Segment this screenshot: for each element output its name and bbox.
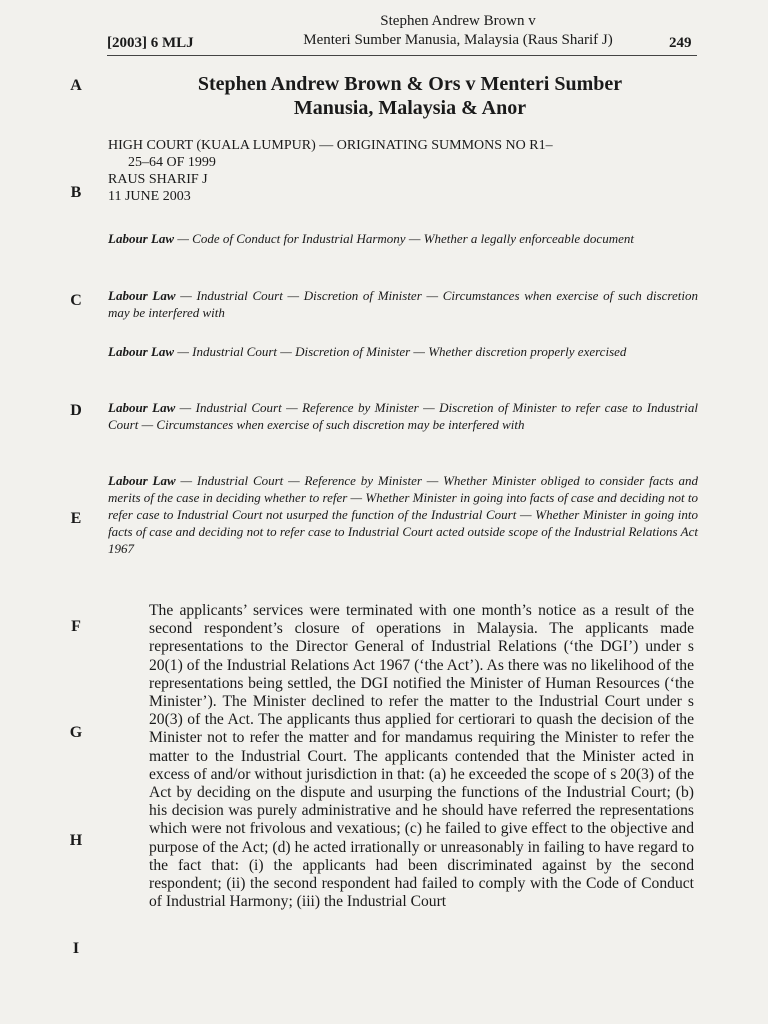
judge: RAUS SHARIF J <box>108 172 208 187</box>
margin-letter-h: H <box>69 832 83 849</box>
catchword <box>108 399 698 433</box>
case-title-line-2: Manusia, Malaysia & Anor <box>293 97 527 119</box>
decision-date: 11 JUNE 2003 <box>108 189 191 204</box>
catchword-text: — Code of Conduct for Industrial Harmony — Whether a legally enforceable document <box>174 231 634 246</box>
catchword <box>108 230 698 247</box>
catchword-text: — Industrial Court — Discretion of Minister — Whether discretion properly exercised <box>174 344 627 359</box>
catchword-text: — Industrial Court — Reference by Minister — Whether Minister obliged to consider facts and merits of the case in deciding whether to refer — Whether Minister in going into facts of case and deciding not to refer case to Industrial Court not usurped the function of the Industrial Court — Whether Minister in going into facts of case and deciding not to refer case to Industrial Court acted outside scope of the Industrial Relations Act 1967 <box>108 473 698 556</box>
catchword-text: — Industrial Court — Discretion of Minister — Circumstances when exercise of such discretion may be interfered with <box>108 288 698 320</box>
catchword-subject: Labour Law <box>108 288 176 303</box>
header-rule <box>107 55 697 56</box>
case-title <box>130 72 690 120</box>
catchword <box>108 472 698 557</box>
margin-letter-a: A <box>70 77 82 94</box>
margin-letter-b: B <box>70 184 82 201</box>
margin-letter-g: G <box>69 724 83 741</box>
page-number: 249 <box>669 35 692 51</box>
catchword-text: — Industrial Court — Reference by Minister — Discretion of Minister to refer case to Industrial Court — Circumstances when exercise of such discretion may be interfered with <box>108 400 699 432</box>
margin-letter-c: C <box>70 292 82 309</box>
case-title-line-1: Stephen Andrew Brown & Ors v Menteri Sumber <box>197 73 623 95</box>
citation: [2003] 6 MLJ <box>107 35 194 51</box>
catchword-subject: Labour Law <box>108 400 176 415</box>
running-title-line-1: Stephen Andrew Brown v <box>380 13 536 29</box>
margin-letter-d: D <box>70 402 82 419</box>
running-title-line-2: Menteri Sumber Manusia, Malaysia (Raus Sharif J) <box>303 32 613 48</box>
margin-letter-i: I <box>72 940 80 957</box>
case-metadata <box>108 137 698 205</box>
margin-letter-f: F <box>71 618 81 635</box>
catchword-subject: Labour Law <box>108 473 176 488</box>
catchword-subject: Labour Law <box>108 344 175 359</box>
margin-letter-e: E <box>70 510 82 527</box>
court-line: HIGH COURT (KUALA LUMPUR) — ORIGINATING SUMMONS NO R1– <box>108 138 553 153</box>
catchword <box>108 343 698 360</box>
headnote-body: The applicants’ services were terminated with one month’s notice as a result of the second respondent’s closure of operations in Malaysia. The applicants made representations to the Director General of Industrial Relations (‘the DGI’) under s 20(1) of the Industrial Relations Act 1967 (‘the Act’). As there was no likelihood of the representations being settled, the DGI notified the Minister of Human Resources (‘the Minister’). The Minister declined to refer the matter to the Industrial Court under s 20(3) of the Act. The applicants thus applied for certiorari to quash the decision of the Minister not to refer the matter and for mandamus requiring the Minister to refer the matter to the Industrial Court. The applicants contended that the Minister acted in excess of and/or without jurisdiction in that: (a) he exceeded the scope of s 20(3) of the Act by deciding on the dispute and usurping the functions of the Industrial Court; (b) his decision was purely administrative and he should have referred the representations which were not frivolous and vexatious; (c) he failed to give effect to the objective and purpose of the Act; (d) he acted irrationally or unreasonably in failing to have regard to the fact that: (i) the applicants had been discriminated against by the second respondent; (ii) the second respondent had failed to comply with the Code of Conduct of Industrial Harmony; (iii) the Industrial Court <box>149 602 694 911</box>
summons-number: 25–64 OF 1999 <box>128 155 216 170</box>
catchword-subject: Labour Law <box>108 231 175 246</box>
running-title <box>262 12 654 50</box>
catchword <box>108 287 698 321</box>
